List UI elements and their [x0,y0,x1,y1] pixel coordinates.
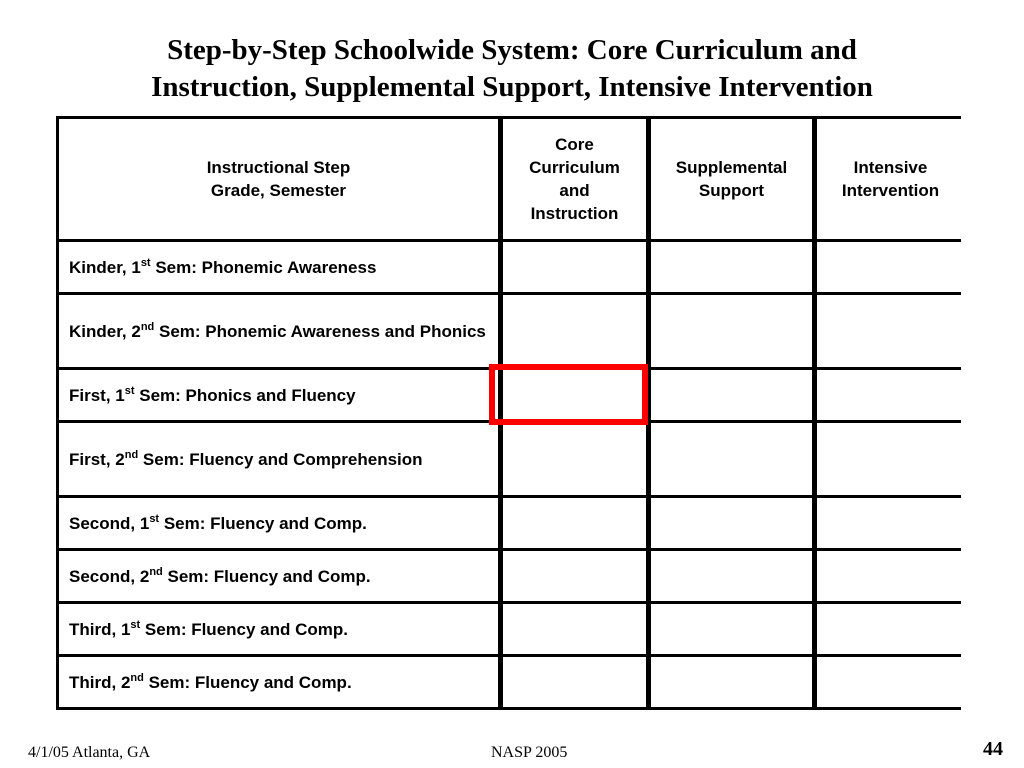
core-curriculum-cell [503,498,646,548]
row-semester-focus: Sem: Fluency and Comprehension [138,449,423,469]
row-semester-focus: Sem: Fluency and Comp. [140,619,348,639]
supplemental-support-cell [651,657,812,707]
page-number: 44 [983,738,1003,760]
table-row-label [59,604,498,654]
core-curriculum-cell [503,423,646,495]
row-ordinal-suffix: st [149,512,160,525]
core-curriculum-cell [503,551,646,601]
highlight-box [489,364,648,425]
supplemental-support-cell [651,604,812,654]
slide-title-line-1: Step-by-Step Schoolwide System: Core Curriculum and [167,34,857,66]
header-core-curriculum [503,119,646,239]
header-instructional-step [59,119,498,239]
slide-title [0,32,1024,106]
header-core-line-1: Core [555,135,594,154]
intensive-intervention-cell [817,551,964,601]
supplemental-support-cell [651,498,812,548]
core-curriculum-cell [503,604,646,654]
row-grade: Kinder, 1 [69,257,141,277]
table-row-label [59,551,498,601]
slide-title-line-2: Instruction, Supplemental Support, Intensive Intervention [151,71,873,103]
row-semester-focus: Sem: Fluency and Comp. [159,513,367,533]
intensive-intervention-cell [817,295,964,367]
row-semester-focus: Sem: Phonics and Fluency [134,385,356,405]
header-supp-line-2: Support [698,181,765,200]
row-ordinal-suffix: nd [149,565,163,578]
row-semester-focus: Sem: Phonemic Awareness and Phonics [154,321,486,341]
row-ordinal-suffix: st [130,618,141,631]
header-intensive-intervention [817,119,964,239]
row-semester-focus: Sem: Fluency and Comp. [162,566,371,586]
header-supplemental-support [651,119,812,239]
table-row-label [59,657,498,707]
intensive-intervention-cell [817,423,964,495]
intensive-intervention-cell [817,370,964,420]
supplemental-support-cell [651,242,812,292]
table-row-label [59,498,498,548]
row-grade: Third, 1 [69,619,131,639]
table-row-label [59,370,498,420]
row-ordinal-suffix: st [124,384,135,397]
footer-conference: NASP 2005 [491,744,568,761]
row-semester-focus: Sem: Fluency and Comp. [143,672,352,692]
supplemental-support-cell [651,423,812,495]
core-curriculum-cell [503,657,646,707]
header-instructional-step-line-2: Grade, Semester [210,181,347,200]
table-row-label [59,295,498,367]
row-grade: First, 2 [69,449,125,469]
row-grade: Second, 1 [69,513,150,533]
row-semester-focus: Sem: Phonemic Awareness [150,257,377,277]
row-grade: Second, 2 [69,566,150,586]
supplemental-support-cell [651,551,812,601]
row-grade: Third, 2 [69,672,131,692]
row-ordinal-suffix: nd [130,671,144,684]
intensive-intervention-cell [817,604,964,654]
table-row-label [59,423,498,495]
header-core-line-4: Instruction [530,204,619,223]
row-ordinal-suffix: nd [124,448,139,461]
header-core-line-2: Curriculum [529,158,620,177]
intensive-intervention-cell [817,242,964,292]
supplemental-support-cell [651,295,812,367]
row-ordinal-suffix: st [140,256,151,269]
intensive-intervention-cell [817,657,964,707]
intensive-intervention-cell [817,498,964,548]
row-ordinal-suffix: nd [140,320,155,333]
row-grade: First, 1 [69,385,125,405]
footer-date-location: 4/1/05 Atlanta, GA [28,744,151,761]
header-instructional-step-line-1: Instructional Step [206,158,351,177]
header-int-line-2: Intervention [841,181,940,200]
header-supp-line-1: Supplemental [675,158,788,177]
header-int-line-1: Intensive [853,158,928,177]
header-core-line-3: and [559,181,590,200]
table-row-label [59,242,498,292]
core-curriculum-cell [503,295,646,367]
row-grade: Kinder, 2 [69,321,141,341]
supplemental-support-cell [651,370,812,420]
core-curriculum-cell [503,242,646,292]
